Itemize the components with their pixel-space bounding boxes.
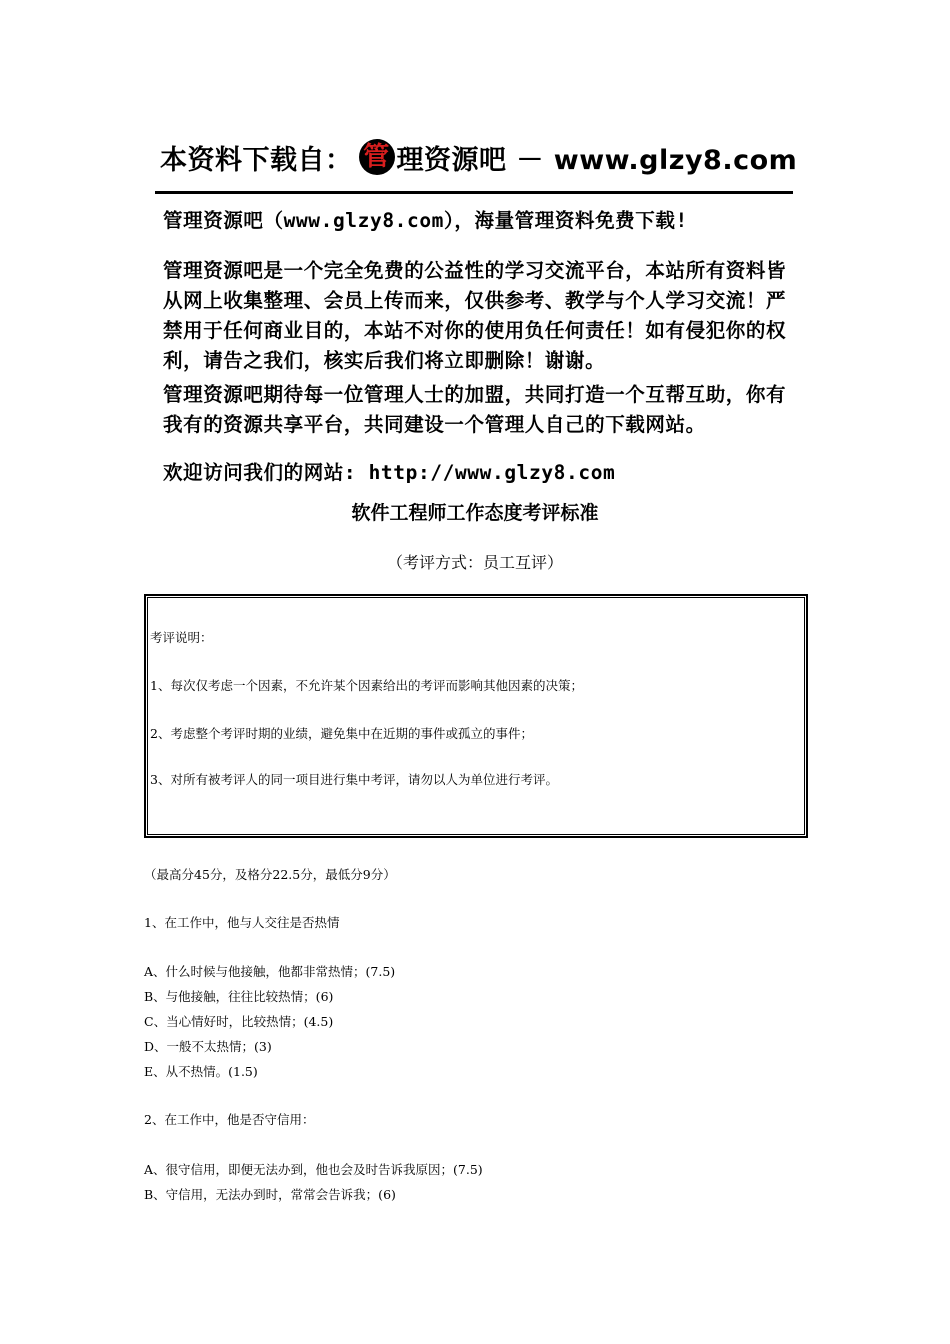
intro-paragraph-3: 管理资源吧期待每一位管理人士的加盟，共同打造一个互帮互助，你有我有的资源共享平台，共同建设一个管理人自己的下载网站。: [163, 383, 787, 436]
question-1-option-b: B、与他接触，往往比较热情；(6): [144, 989, 334, 1004]
notes-item: 2、考虑整个考评时期的业绩，避免集中在近期的事件或孤立的事件；: [150, 726, 533, 741]
question-1-option-a: A、什么时候与他接触，他都非常热情；(7.5): [144, 964, 396, 979]
notes-heading: 考评说明：: [150, 630, 213, 645]
intro-website-line: 欢迎访问我们的网站: http://www.glzy8.com: [163, 461, 616, 484]
evaluation-notes-box: [144, 594, 808, 838]
scoring-note: （最高分45分，及格分22.5分，最低分9分）: [144, 867, 396, 882]
banner-suffix: 理资源吧 － www.glzy8.com: [396, 144, 798, 176]
notes-item: 3、对所有被考评人的同一项目进行集中考评，请勿以人为单位进行考评。: [150, 772, 558, 787]
question-1-option-d: D、一般不太热情；(3): [144, 1039, 272, 1054]
banner-divider: [155, 191, 793, 194]
intro-line-1: 管理资源吧（www.glzy8.com），海量管理资料免费下载!: [163, 209, 688, 232]
question-2-option-b: B、守信用，无法办到时，常常会告诉我；(6): [144, 1187, 396, 1202]
question-1: 1、在工作中，他与人交往是否热情: [144, 915, 340, 930]
document-title: 软件工程师工作态度考评标准: [351, 502, 599, 524]
question-1-option-c: C、当心情好时，比较热情；(4.5): [144, 1014, 334, 1029]
question-2-option-a: A、很守信用，即便无法办到，他也会及时告诉我原因；(7.5): [144, 1162, 483, 1177]
notes-item: 1、每次仅考虑一个因素，不允许某个因素给出的考评而影响其他因素的决策；: [150, 678, 583, 693]
question-2: 2、在工作中，他是否守信用：: [144, 1112, 315, 1127]
site-logo-icon: 管: [359, 139, 395, 175]
site-banner: [160, 132, 797, 182]
banner-prefix: 本资料下载自：: [160, 144, 353, 176]
question-1-option-e: E、从不热情。(1.5): [144, 1064, 258, 1079]
intro-paragraph-2: 管理资源吧是一个完全免费的公益性的学习交流平台，本站所有资料皆从网上收集整理、会员上传而来，仅供参考、教学与个人学习交流！严禁用于任何商业目的，本站不对你的使用负任何责任！如有侵犯你的权利，请告之我们，核实后我们将立即删除！谢谢。: [163, 259, 787, 372]
document-subtitle: （考评方式：员工互评）: [386, 553, 563, 572]
